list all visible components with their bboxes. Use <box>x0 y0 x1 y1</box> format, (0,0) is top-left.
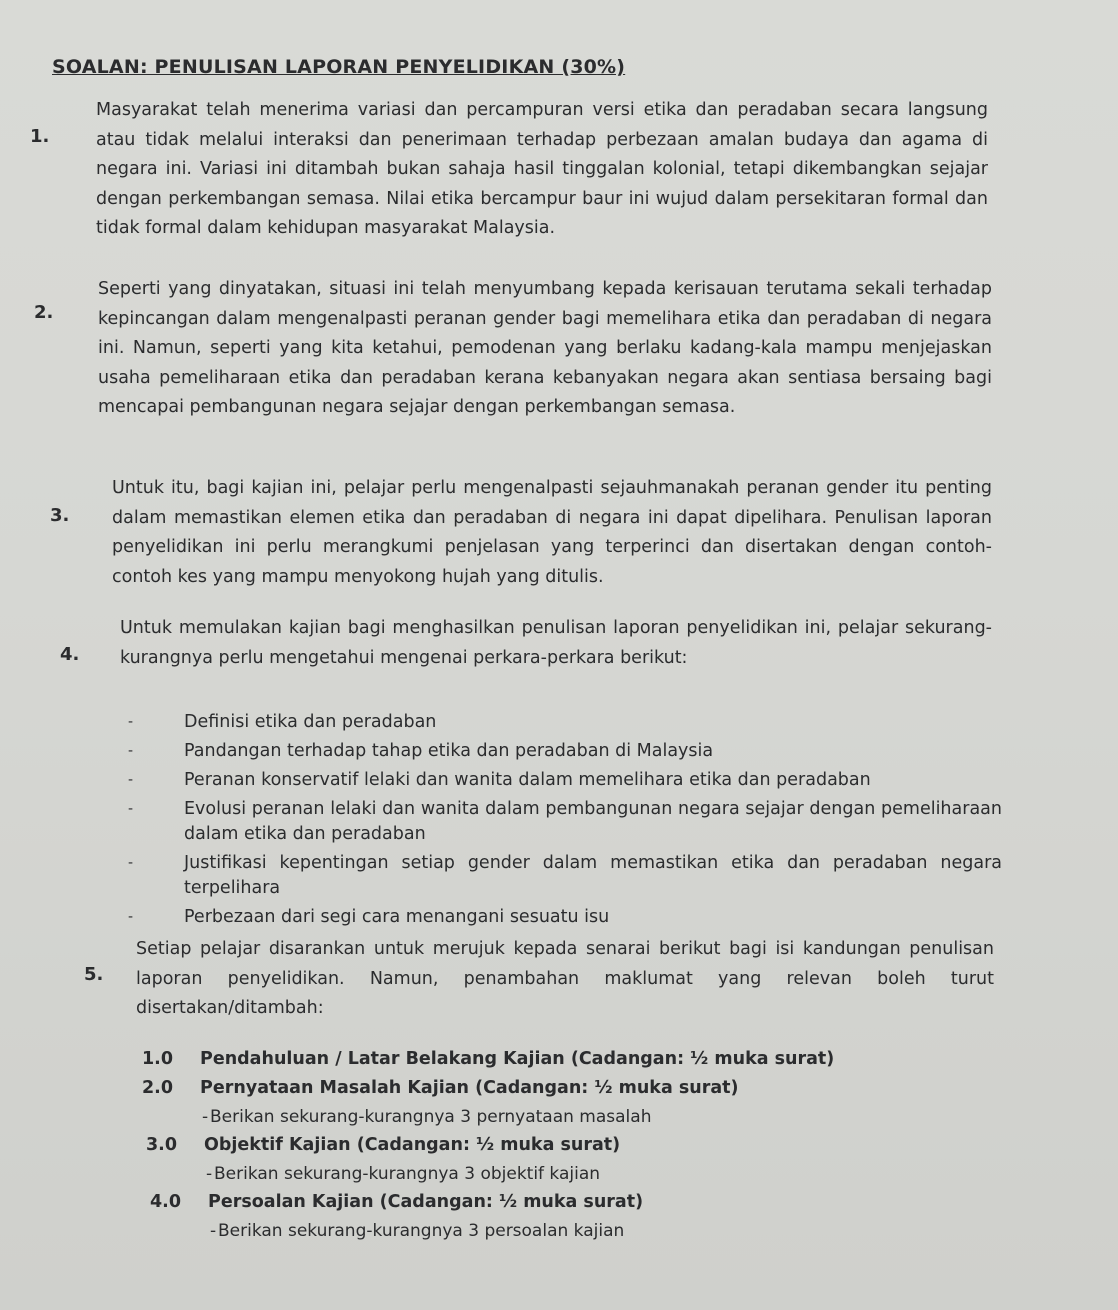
bullet-marker: - <box>128 743 134 759</box>
list-item <box>122 905 1002 930</box>
paragraph-number: 5. <box>84 964 104 985</box>
list-item-text: Evolusi peranan lelaki dan wanita dalam pembangunan negara sejajar dengan pemeliharaan dalam etika dan peradaban <box>184 799 1002 844</box>
list-item <box>122 797 1002 847</box>
contents-note-text: Berikan sekurang-kurangnya 3 objektif kajian <box>214 1164 601 1184</box>
contents-heading-text: Persoalan Kajian (Cadangan: ½ muka surat) <box>208 1192 644 1212</box>
paragraph-number: 1. <box>30 126 50 147</box>
contents-heading-text: Pernyataan Masalah Kajian (Cadangan: ½ muka surat) <box>200 1078 739 1098</box>
list-item <box>122 851 1002 901</box>
bullet-marker: - <box>202 1107 209 1127</box>
list-item-text: Justifikasi kepentingan setiap gender dalam memastikan etika dan peradaban negara terpelihara <box>184 853 1002 898</box>
paragraph-number: 3. <box>50 505 70 526</box>
contents-heading <box>142 1074 842 1103</box>
contents-note <box>150 1217 842 1245</box>
list-item <box>122 710 1002 735</box>
list-item-text: Perbezaan dari segi cara menangani sesuatu isu <box>184 907 610 927</box>
bullet-marker: - <box>128 909 134 925</box>
paragraph-4: Untuk memulakan kajian bagi menghasilkan penulisan laporan penyelidikan ini, pelajar sekurang-kurangnya perlu mengetahui mengenai perkara-perkara berikut: <box>120 618 992 668</box>
contents-number: 2.0 <box>142 1078 174 1098</box>
contents-heading <box>146 1131 842 1160</box>
contents-note-text: Berikan sekurang-kurangnya 3 pernyataan masalah <box>210 1107 652 1127</box>
bullet-marker: - <box>128 855 134 871</box>
list-item-text: Definisi etika dan peradaban <box>184 712 437 732</box>
paragraph-number: 2. <box>34 302 54 323</box>
contents-heading <box>142 1045 842 1074</box>
topic-list <box>122 710 1002 934</box>
bullet-marker: - <box>206 1164 213 1184</box>
contents-heading-text: Pendahuluan / Latar Belakang Kajian (Cadangan: ½ muka surat) <box>200 1049 835 1069</box>
contents-note-text: Berikan sekurang-kurangnya 3 persoalan kajian <box>218 1221 625 1241</box>
paragraph-2: Seperti yang dinyatakan, situasi ini telah menyumbang kepada kerisauan terutama sekali terhadap kepincangan dalam mengenalpasti peranan gender bagi memelihara etika dan peradaban di negara ini. Namun, seperti yang kita ketahui, pemodenan yang berlaku kadang-kala mampu menjejaskan usaha pemeliharaan etika dan peradaban kerana kebanyakan negara akan sentiasa bersaing bagi mencapai pembangunan negara sejajar dengan perkembangan semasa. <box>98 279 992 417</box>
list-item <box>122 739 1002 764</box>
contents-note <box>142 1103 842 1131</box>
contents-list <box>142 1045 842 1245</box>
bullet-marker: - <box>128 772 134 788</box>
contents-number: 4.0 <box>150 1192 182 1212</box>
paragraph-number: 4. <box>60 644 80 665</box>
list-item-text: Peranan konservatif lelaki dan wanita dalam memelihara etika dan peradaban <box>184 770 871 790</box>
contents-number: 1.0 <box>142 1049 174 1069</box>
contents-number: 3.0 <box>146 1135 178 1155</box>
contents-heading-text: Objektif Kajian (Cadangan: ½ muka surat) <box>204 1135 621 1155</box>
page-title: SOALAN: PENULISAN LAPORAN PENYELIDIKAN (30%) <box>52 56 626 78</box>
list-item-text: Pandangan terhadap tahap etika dan peradaban di Malaysia <box>184 741 714 761</box>
bullet-marker: - <box>128 801 134 817</box>
paragraph-1: Masyarakat telah menerima variasi dan percampuran versi etika dan peradaban secara langsung atau tidak melalui interaksi dan penerimaan terhadap perbezaan amalan budaya dan agama di negara ini. Variasi ini ditambah bukan sahaja hasil tinggalan kolonial, tetapi dikembangkan sejajar dengan perkembangan semasa. Nilai etika bercampur baur ini wujud dalam persekitaran formal dan tidak formal dalam kehidupan masyarakat Malaysia. <box>96 100 988 238</box>
paragraph-3: Untuk itu, bagi kajian ini, pelajar perlu mengenalpasti sejauhmanakah peranan gender itu penting dalam memastikan elemen etika dan peradaban di negara ini dapat dipelihara. Penulisan laporan penyelidikan ini perlu merangkumi penjelasan yang terperinci dan disertakan dengan contoh-contoh kes yang mampu menyokong hujah yang ditulis. <box>112 478 992 587</box>
contents-heading <box>150 1188 842 1217</box>
paragraph-5: Setiap pelajar disarankan untuk merujuk kepada senarai berikut bagi isi kandungan penulisan laporan penyelidikan. Namun, penambahan maklumat yang relevan boleh turut disertakan/ditambah: <box>136 939 994 1018</box>
contents-note <box>146 1160 842 1188</box>
bullet-marker: - <box>210 1221 217 1241</box>
list-item <box>122 768 1002 793</box>
bullet-marker: - <box>128 714 134 730</box>
